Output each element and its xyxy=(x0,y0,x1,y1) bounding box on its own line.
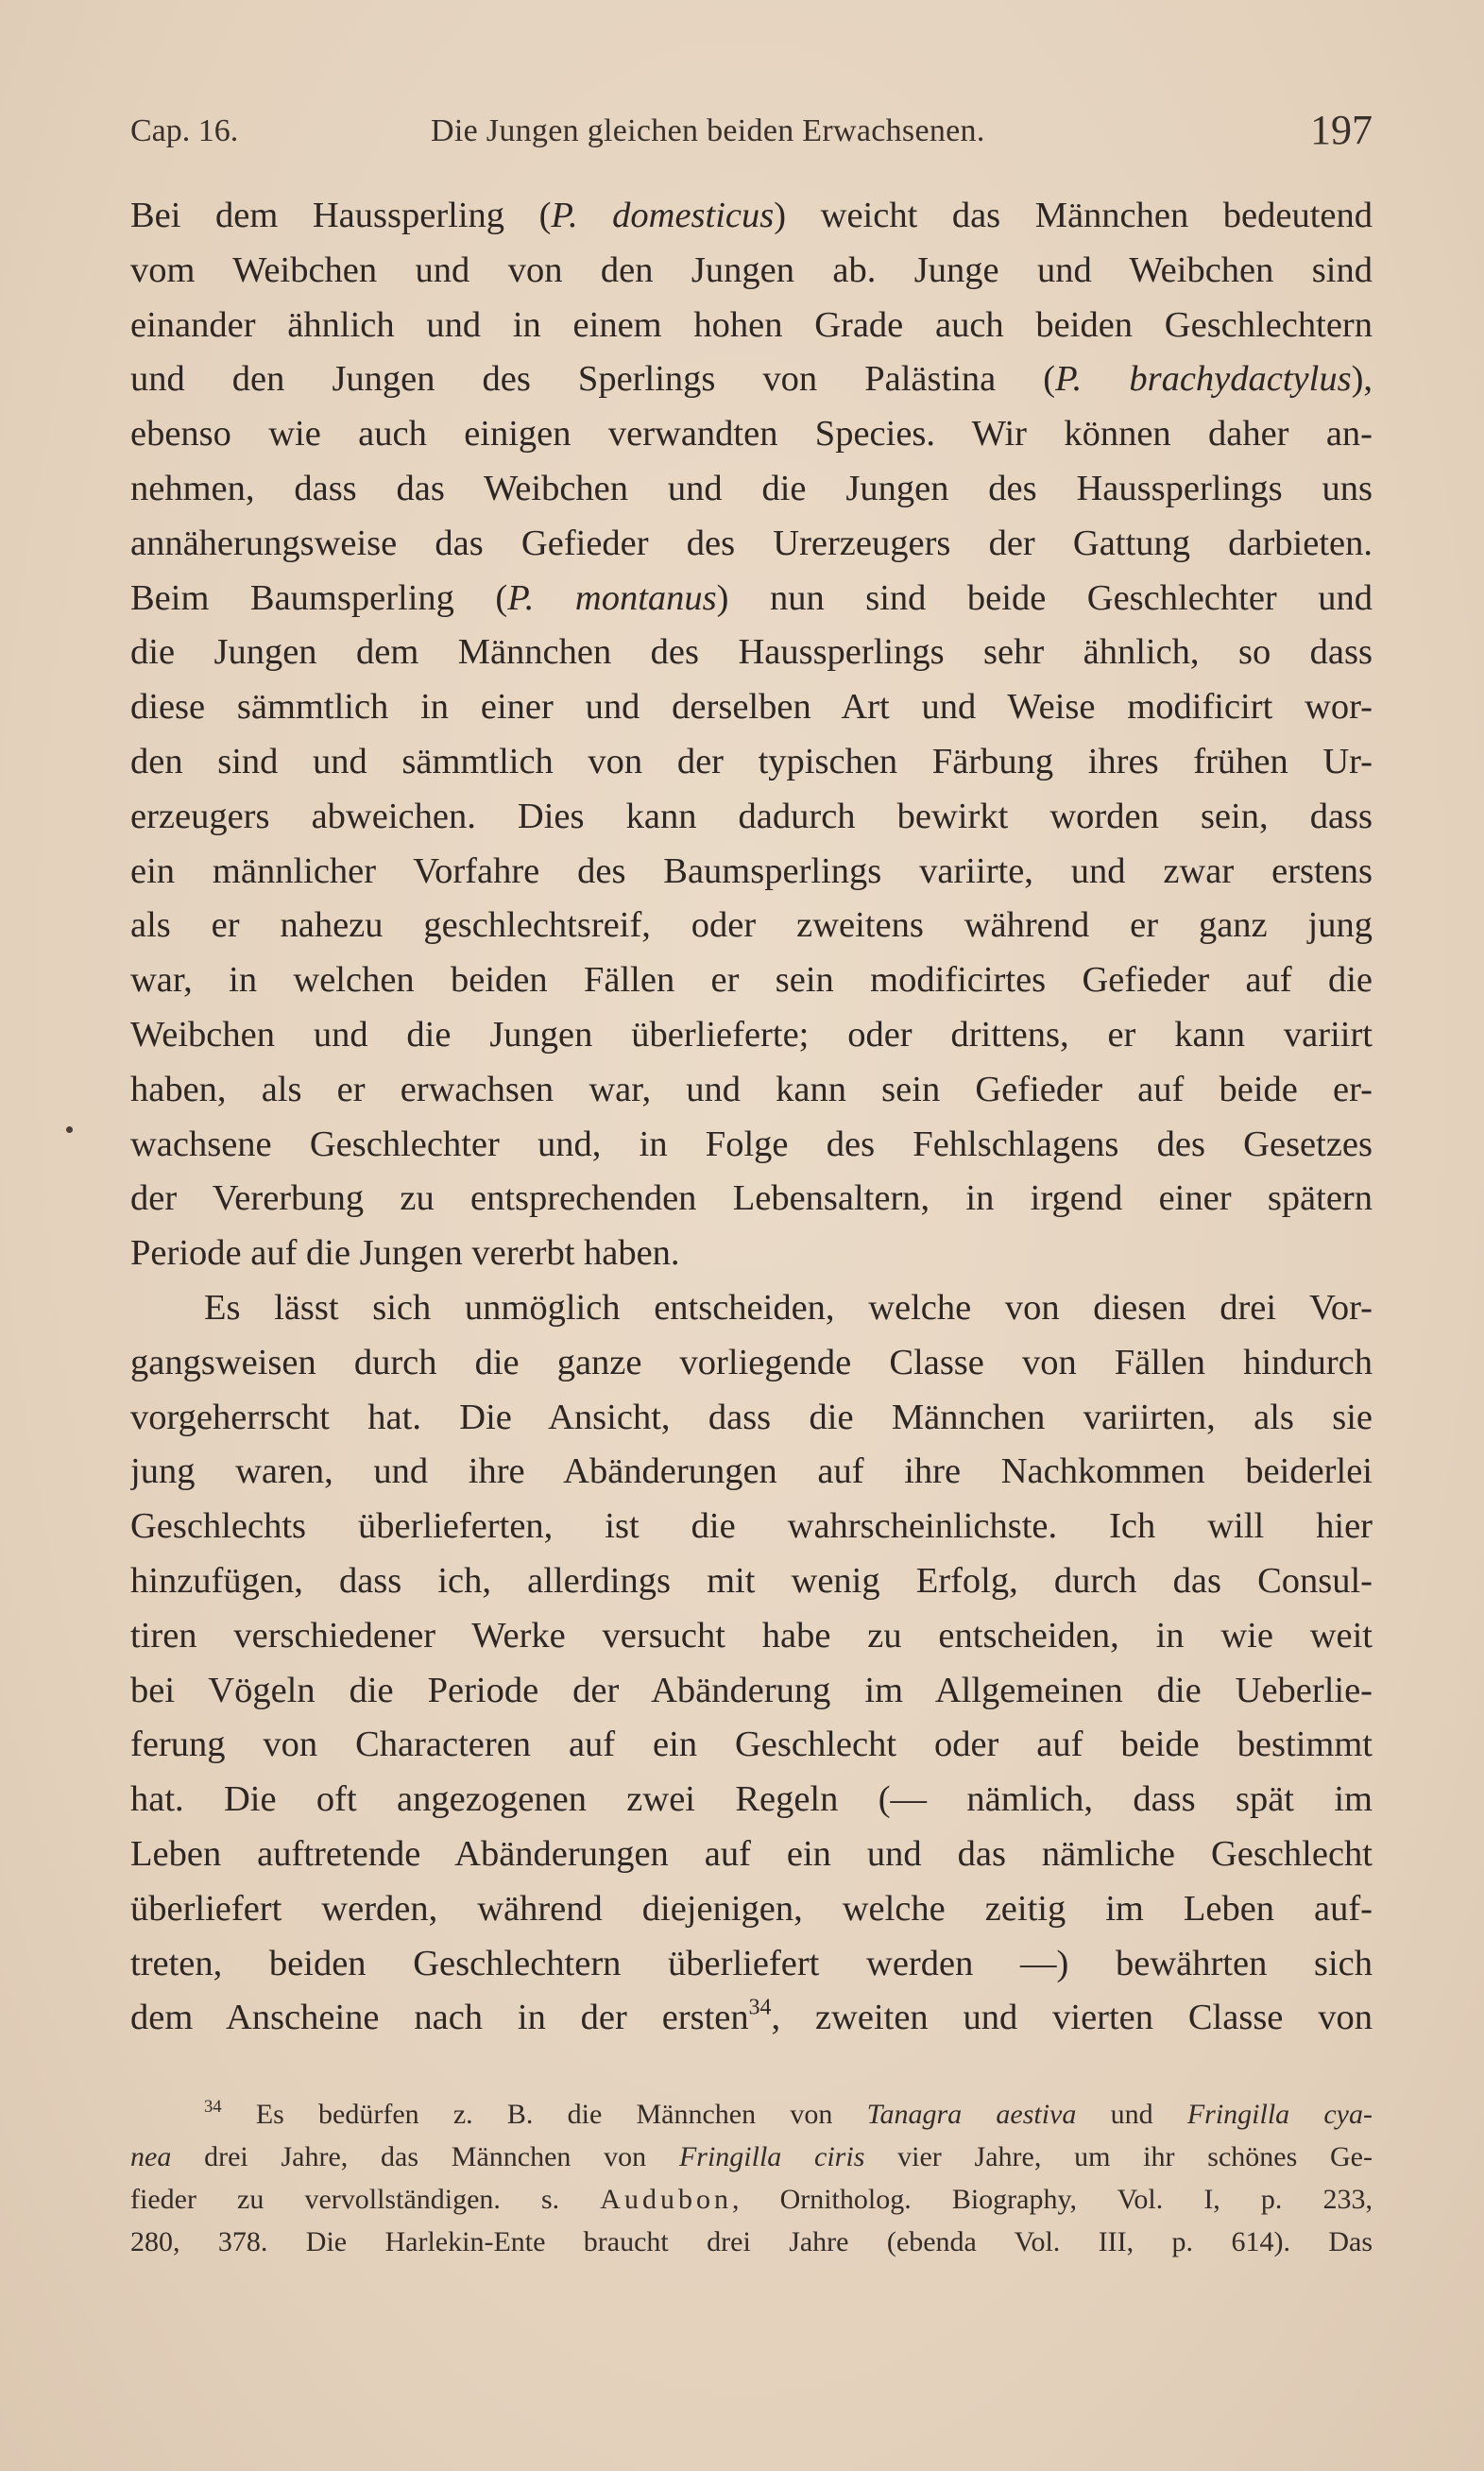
species-name: P. domesticus xyxy=(551,196,775,235)
text-line: wachsene Geschlechter und, in Folge des Fehlschlagens des Gesetzes xyxy=(130,1124,1373,1164)
species-name: P. brachydactylus xyxy=(1055,359,1352,400)
footnote-reference[interactable]: 34 xyxy=(748,1995,772,2020)
running-header xyxy=(130,106,1373,163)
text-line: die Jungen dem Männchen des Haussperlings sehr ähnlich, so dass xyxy=(130,632,1373,673)
text-line: hinzufügen, dass ich, allerdings mit wenig Erfolg, durch das Consul- xyxy=(130,1560,1373,1601)
chapter-label: Cap. 16. xyxy=(130,113,239,148)
text-line: Es lässt sich unmöglich entscheiden, welche von diesen drei Vor- xyxy=(204,1287,1373,1328)
text-line: überliefert werden, während diejenigen, welche zeitig im Leben auf- xyxy=(130,1888,1373,1929)
text-line: den sind und sämmtlich von der typischen Färbung ihres frühen Ur- xyxy=(130,741,1373,781)
text-line: Bei dem Haussperling (P. domesticus) weicht das Männchen bedeutend xyxy=(130,196,1373,235)
text-line: hat. Die oft angezogenen zwei Regeln (— nämlich, dass spät im xyxy=(130,1779,1373,1820)
text-line: Beim Baumsperling (P. montanus) nun sind beide Geschlechter und xyxy=(130,577,1373,618)
ink-speck xyxy=(66,1126,73,1133)
text-line: vorgeherrscht hat. Die Ansicht, dass die Männchen variirten, als sie xyxy=(130,1397,1373,1437)
text-line: ebenso wie auch einigen verwandten Species. Wir können daher an- xyxy=(130,414,1373,455)
text-line: bei Vögeln die Periode der Abänderung im Allgemeinen die Ueberlie- xyxy=(130,1670,1373,1710)
species-name: P. montanus xyxy=(507,577,717,618)
text-line: Geschlechts überlieferten, ist die wahrscheinlichste. Ich will hier xyxy=(130,1506,1373,1547)
text-line: erzeugers abweichen. Dies kann dadurch bewirkt worden sein, dass xyxy=(130,796,1373,836)
text-line: Weibchen und die Jungen überlieferte; oder drittens, er kann variirt xyxy=(130,1014,1373,1055)
text-line: der Vererbung zu entsprechenden Lebensaltern, in irgend einer spätern xyxy=(130,1178,1373,1219)
running-title: Die Jungen gleichen beiden Erwachsenen. xyxy=(431,113,985,148)
footnote-line: nea drei Jahre, das Männchen von Fringilla ciris vier Jahre, um ihr schönes Ge- xyxy=(130,2141,1373,2172)
text-line: jung waren, und ihre Abänderungen auf ihre Nachkommen beiderlei xyxy=(130,1451,1373,1492)
text-line: dem Anscheine nach in der ersten$^{34}$, zweiten und vierten Classe von xyxy=(130,1995,1373,2038)
text-line: diese sämmtlich in einer und derselben Art und Weise modificirt wor- xyxy=(130,687,1373,728)
footnote-line: $^{34}$ Es bedürfen z. B. die Männchen von Tanagra aestiva und Fringilla cya- xyxy=(204,2096,1373,2130)
footnote-marker: 34 xyxy=(204,2096,222,2117)
author-name: Audubon xyxy=(600,2184,732,2215)
text-line: ferung von Characteren auf ein Geschlecht oder auf beide bestimmt xyxy=(130,1725,1373,1765)
text-line: treten, beiden Geschlechtern überliefert werden —) bewährten sich xyxy=(130,1943,1373,1983)
text-line: Periode auf die Jungen vererbt haben. xyxy=(130,1233,680,1274)
footnote xyxy=(130,2093,1373,2263)
footnote-line: fieder zu vervollständigen. s. Audubon, Ornitholog. Biography, Vol. I, p. 233, xyxy=(130,2184,1373,2215)
text-line: und den Jungen des Sperlings von Palästina (P. brachydactylus), xyxy=(130,359,1373,400)
text-line: Leben auftretende Abänderungen auf ein und das nämliche Geschlecht xyxy=(130,1833,1373,1874)
page-number: 197 xyxy=(1310,107,1373,153)
footnote-line: 280, 378. Die Harlekin-Ente braucht drei Jahre (ebenda Vol. III, p. 614). Das xyxy=(130,2226,1373,2257)
text-line: einander ähnlich und in einem hohen Grade auch beiden Geschlechtern xyxy=(130,304,1373,345)
text-line: war, in welchen beiden Fällen er sein modificirtes Gefieder auf die xyxy=(130,960,1373,1001)
main-text xyxy=(130,189,1373,2046)
text-line: annäherungsweise das Gefieder des Urerzeugers der Gattung darbieten. xyxy=(130,523,1373,563)
text-line: vom Weibchen und von den Jungen ab. Junge und Weibchen sind xyxy=(130,249,1373,290)
text-line: nehmen, dass das Weibchen und die Jungen des Haussperlings uns xyxy=(130,468,1373,508)
text-line: tiren verschiedener Werke versucht habe zu entscheiden, in wie weit xyxy=(130,1615,1373,1656)
text-line: gangsweisen durch die ganze vorliegende Classe von Fällen hindurch xyxy=(130,1342,1373,1382)
text-line: haben, als er erwachsen war, und kann sein Gefieder auf beide er- xyxy=(130,1069,1373,1109)
text-line: als er nahezu geschlechtsreif, oder zweitens während er ganz jung xyxy=(130,905,1373,946)
text-line: ein männlicher Vorfahre des Baumsperlings variirte, und zwar erstens xyxy=(130,850,1373,891)
